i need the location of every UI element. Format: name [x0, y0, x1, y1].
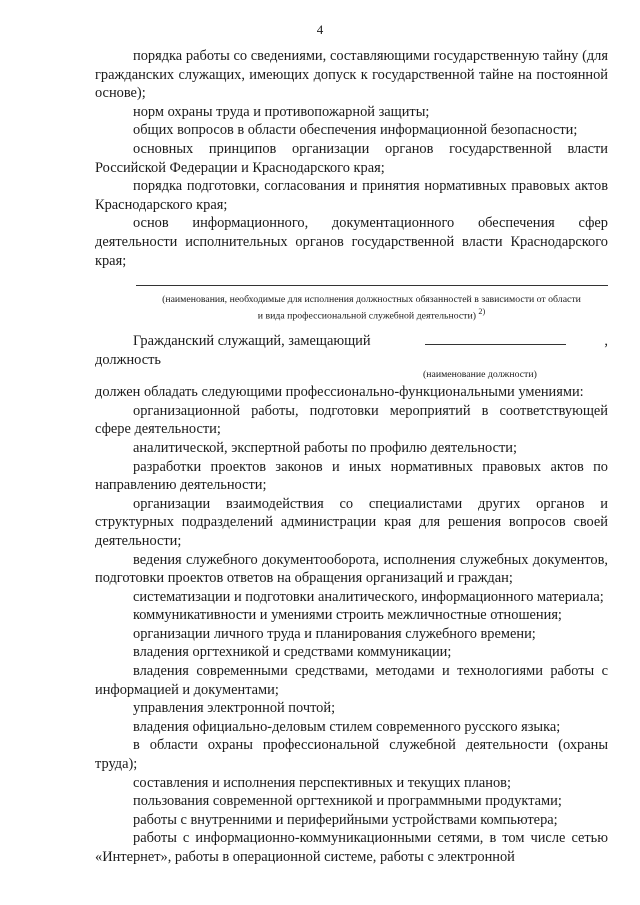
skill-item: систематизации и подготовки аналитического, информационного материала; [133, 588, 604, 605]
skill-item: в области охраны профессиональной служебной деятельности (охраны труда); [95, 737, 608, 773]
intro-lead: Гражданский служащий, замещающий должность [95, 332, 371, 368]
skill-item: организации взаимодействия со специалистами других органов и структурных подразделений администрации края для решения вопросов своей деятельности; [95, 495, 608, 549]
skill-item: разработки проектов законов и иных нормативных правовых актов по направлению деятельности; [95, 458, 608, 494]
position-hint: (наименование должности) [423, 369, 537, 381]
footnote-line-2: и вида профессиональной служебной деятельности) [257, 309, 476, 321]
footnote-mark: 2) [478, 306, 486, 316]
knowledge-item: порядка подготовки, согласования и принятия нормативных правовых актов Краснодарского края; [95, 178, 608, 213]
intro-line [95, 330, 608, 369]
position-blank [425, 330, 567, 345]
knowledge-item: основ информационного, документационного обеспечения сфер деятельности исполнительных органов государственной власти Краснодарского края; [95, 215, 608, 269]
document-body [95, 47, 608, 867]
knowledge-item: основных принципов организации органов государственной власти Российской Федерации и Краснодарского края; [95, 140, 608, 176]
skill-item: пользования современной оргтехникой и программными продуктами; [133, 793, 562, 810]
skill-item: работы с информационно-коммуникационными сетями, в том числе сетью «Интернет», работы в операционной системе, работы с электронной [95, 830, 608, 866]
skill-item: работы с внутренними и периферийными устройствами компьютера; [133, 811, 558, 828]
knowledge-item: порядка работы со сведениями, составляющими государственную тайну (для гражданских служащих, имеющих допуск к государственной тайне на постоянной основе); [95, 48, 608, 102]
skill-item: владения современными средствами, методами и технологиями работы с информацией и документами; [95, 663, 608, 698]
skill-item: владения официально-деловым стилем современного русского языка; [133, 718, 561, 735]
skill-item: владения оргтехникой и средствами коммуникации; [133, 644, 452, 661]
knowledge-item: общих вопросов в области обеспечения информационной безопасности; [133, 122, 578, 139]
skill-item: составления и исполнения перспективных и текущих планов; [133, 774, 511, 791]
skill-item: аналитической, экспертной работы по профилю деятельности; [133, 439, 517, 456]
skill-item: управления электронной почтой; [133, 700, 336, 717]
skill-item: организационной работы, подготовки мероприятий в соответствующей сфере деятельности; [95, 402, 608, 438]
page-number: 4 [316, 22, 324, 37]
intro-comma: , [604, 332, 608, 349]
knowledge-item: норм охраны труда и противопожарной защиты; [133, 103, 430, 120]
skill-item: коммуникативности и умениями строить межличностные отношения; [133, 607, 562, 624]
skill-item: ведения служебного документооборота, исполнения служебных документов, подготовки проектов ответов на обращения организаций и граждан; [95, 551, 608, 587]
blank-line [95, 273, 608, 292]
footnote-label [135, 294, 608, 322]
footnote-line-1: (наименования, необходимые для исполнения должностных обязанностей в зависимости от области [162, 293, 581, 305]
intro-continuation: должен обладать следующими профессионально-функциональными умениями: [95, 384, 584, 401]
skill-item: организации личного труда и планирования служебного времени; [133, 625, 536, 642]
